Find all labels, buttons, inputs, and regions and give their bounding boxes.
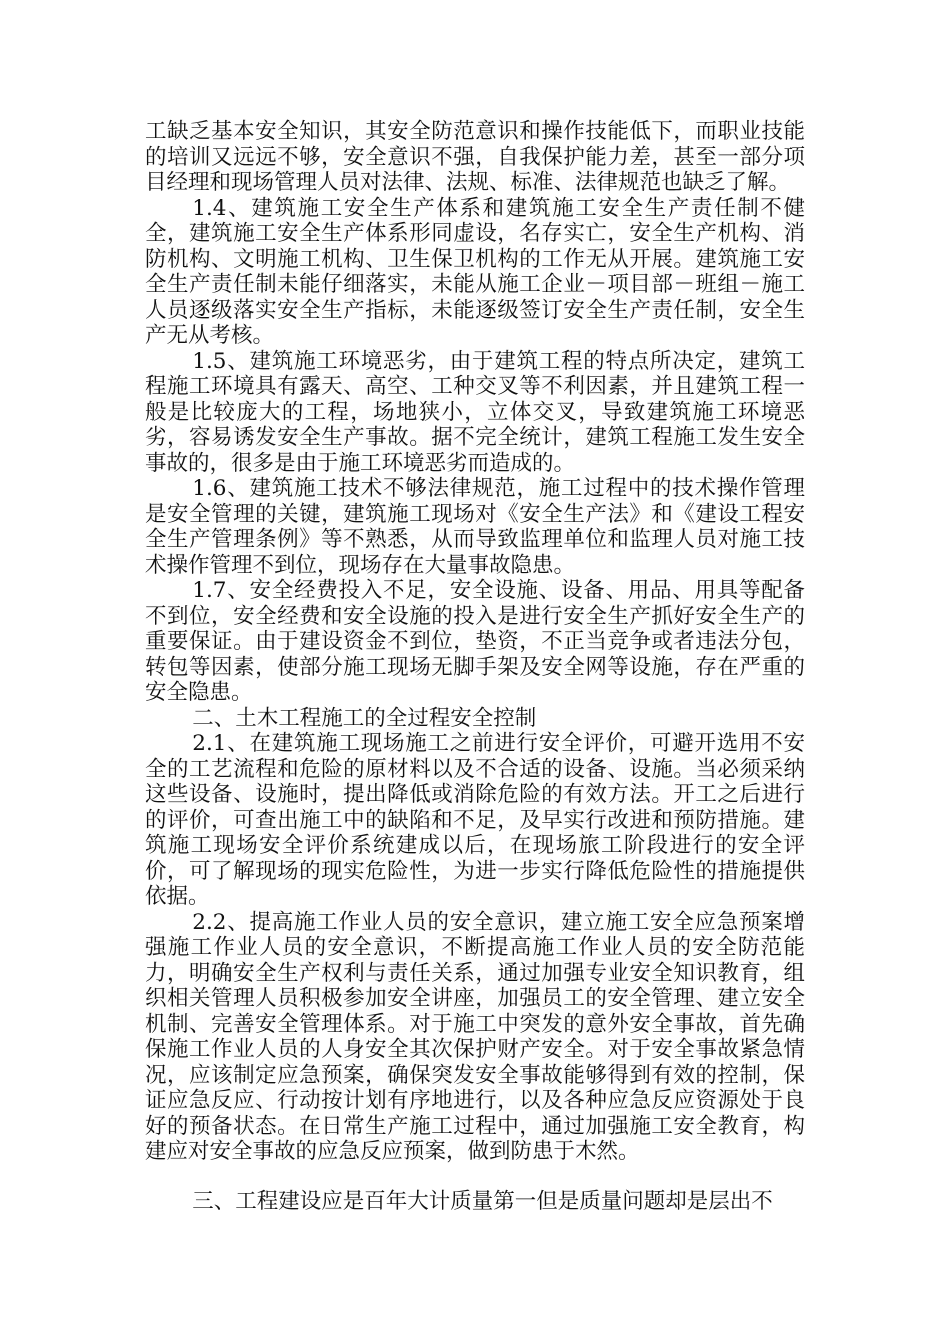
paragraph-1-6: 1.6、建筑施工技术不够法律规范，施工过程中的技术操作管理是安全管理的关键，建筑施工现场对《安全生产法》和《建设工程安全生产管理条例》等不熟悉，从而导致监理单位和监理人员对施工技术操作管理不到位，现场存在大量事故隐患。 bbox=[145, 476, 805, 578]
paragraph-2-2: 2.2、提高施工作业人员的安全意识，建立施工安全应急预案增强施工作业人员的安全意识，不断提高施工作业人员的安全防范能力，明确安全生产权利与责任关系，通过加强专业安全知识教育，组织相关管理人员积极参加安全讲座，加强员工的安全管理、建立安全机制、完善安全管理体系。对于施工中突发的意外安全事故，首先确保施工作业人员的人身安全其次保护财产安全。对于安全事故紧急情况，应该制定应急预案，确保突发安全事故能够得到有效的控制，保证应急反应、行动按计划有序地进行，以及各种应急反应资源处于良好的预备状态。在日常生产施工过程中，通过加强施工安全教育，构建应对安全事故的应急反应预案，做到防患于木然。 bbox=[145, 909, 805, 1164]
section-heading-2: 二、土木工程施工的全过程安全控制 bbox=[192, 705, 537, 731]
paragraph-continuation: 工缺乏基本安全知识，其安全防范意识和操作技能低下，而职业技能的培训又远远不够，安全意识不强，自我保护能力差，甚至一部分项目经理和现场管理人员对法律、法规、标准、法律规范也缺乏了解。 bbox=[145, 119, 805, 195]
paragraph-spacer bbox=[145, 1165, 805, 1189]
paragraph-1-5: 1.5、建筑施工环境恶劣，由于建筑工程的特点所决定，建筑工程施工环境具有露天、高空、工种交叉等不利因素，并且建筑工程一般是比较庞大的工程，场地狭小，立体交叉，导致建筑施工环境恶劣，容易诱发安全生产事故。据不完全统计，建筑工程施工发生安全事故的，很多是由于施工环境恶劣而造成的。 bbox=[145, 348, 805, 476]
paragraph-1-7: 1.7、安全经费投入不足，安全设施、设备、用品、用具等配备不到位，安全经费和安全设施的投入是进行安全生产抓好安全生产的重要保证。由于建设资金不到位，垫资，不正当竞争或者违法分包，转包等因素，使部分施工现场无脚手架及安全网等设施，存在严重的安全隐患。 bbox=[145, 578, 805, 705]
section-heading-3: 三、工程建设应是百年大计质量第一但是质量问题却是层出不 bbox=[192, 1188, 773, 1214]
paragraph-2-1: 2.1、在建筑施工现场施工之前进行安全评价，可避开选用不安全的工艺流程和危险的原材料以及不合适的设备、设施。当必须采纳这些设备、设施时，提出降低或消除危险的有效方法。开工之后进行的评价，可查出施工中的缺陷和不足，及早实行改进和预防措施。建筑施工现场安全评价系统建成以后，在现场旅工阶段进行的安全评价，可了解现场的现实危险性，为进一步实行降低危险性的措施提供依据。 bbox=[145, 731, 805, 909]
document-page bbox=[145, 119, 805, 1214]
paragraph-1-4: 1.4、建筑施工安全生产体系和建筑施工安全生产责任制不健全，建筑施工安全生产体系形同虚设，名存实亡，安全生产机构、消防机构、文明施工机构、卫生保卫机构的工作无从开展。建筑施工安全生产责任制未能仔细落实，未能从施工企业－项目部－班组－施工人员逐级落实安全生产指标，未能逐级签订安全生产责任制，安全生产无从考核。 bbox=[145, 195, 805, 348]
